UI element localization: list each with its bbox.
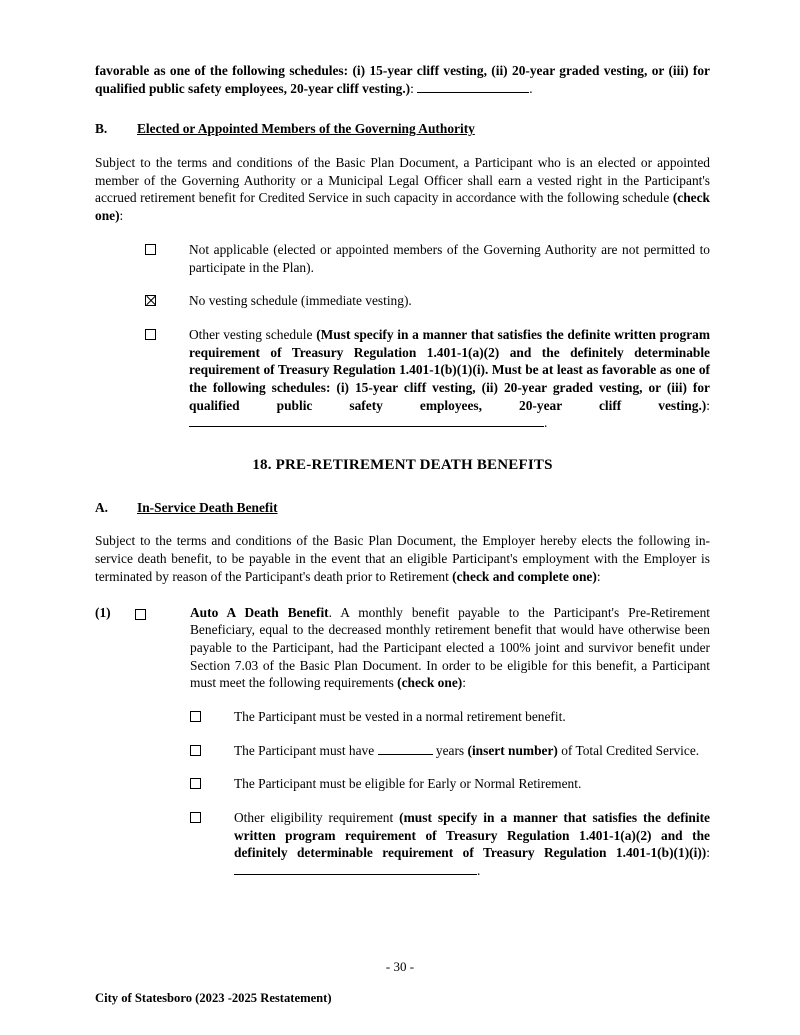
sub-text-after: of Total Credited Service. <box>557 742 700 758</box>
sub-option-text <box>234 809 710 880</box>
section-a-intro-paragraph <box>95 532 710 585</box>
option-other-vesting-schedule <box>145 326 710 432</box>
period-text: . <box>544 415 548 431</box>
item-text: . A monthly benefit payable to the Participant's Pre-Retirement Beneficiary, equal to the decreased monthly retirement benefit that would have otherwise been payable to the Participant, had the Participant elected a 100% joint and survivor benefit under Section 7.03 of the Basic Plan Document. In order to be eligible for this benefit, a Participant must meet the following requirements <box>190 604 710 691</box>
section-a-label: A. <box>95 499 109 515</box>
sub-option-vested-normal-retirement <box>190 708 710 726</box>
section-b-heading <box>95 120 710 138</box>
continuation-paragraph <box>95 62 710 97</box>
sub-option-early-or-normal-retirement <box>190 775 710 793</box>
fill-in-blank[interactable] <box>378 743 433 755</box>
section-b-intro-paragraph <box>95 154 710 225</box>
section-18-heading: 18. PRE-RETIREMENT DEATH BENEFITS <box>252 457 553 473</box>
check-one-label: (check one) <box>397 675 463 691</box>
check-one-label: (check one) <box>95 190 710 224</box>
separator-text: : <box>706 397 710 413</box>
item-end: : <box>462 675 466 691</box>
sub-text-before: Other eligibility requirement <box>234 810 400 826</box>
option-bold-text: (Must specify in a manner that satisfies the definite written program requirement of Treasury Regulation 1.401-1(a)(2) and the definitely determinable requirement of Treasury Regulation 1.401-1(b)(1)(i). Must be at least as favorable as one of the following schedules: (i) 15-year cliff vesting, (ii) 20-year graded vesting, or (iii) for qualified public safety employees, 20-year cliff vesting.) <box>189 326 710 413</box>
sub-text-before: The Participant must have <box>234 742 378 758</box>
page-number: - 30 - <box>385 958 415 974</box>
sub-text-mid: years <box>432 742 468 758</box>
item-checkbox-cell <box>135 604 190 880</box>
fill-in-blank[interactable] <box>417 81 529 93</box>
checkbox-unchecked-icon[interactable] <box>135 609 146 620</box>
sub-option-text <box>234 742 710 760</box>
section-a-heading <box>95 499 710 517</box>
option-text: No vesting schedule (immediate vesting). <box>189 293 412 309</box>
item-1-auto-a-death-benefit <box>95 604 710 880</box>
option-not-applicable <box>145 241 710 276</box>
section-a-title: In-Service Death Benefit <box>137 499 278 515</box>
checkbox-unchecked-icon[interactable] <box>145 329 156 340</box>
sub-option-other-eligibility <box>190 809 710 880</box>
checkbox-unchecked-icon[interactable] <box>145 244 156 255</box>
check-and-complete-label: (check and complete one) <box>452 568 597 584</box>
sub-option-text: The Participant must be eligible for Early or Normal Retirement. <box>234 776 582 792</box>
section-b-title: Elected or Appointed Members of the Governing Authority <box>137 121 475 137</box>
fill-in-blank[interactable] <box>234 863 477 875</box>
section-b-label: B. <box>95 121 108 137</box>
option-text <box>189 326 710 432</box>
option-text: Not applicable (elected or appointed members of the Governing Authority are not permitted to participate in the Plan). <box>189 241 710 275</box>
period-text: . <box>529 80 533 96</box>
checkbox-unchecked-icon[interactable] <box>190 711 201 722</box>
separator-text: : <box>706 845 710 861</box>
fill-in-blank[interactable] <box>189 415 544 427</box>
separator-text: : <box>410 80 418 96</box>
option-text-lead: Other vesting schedule <box>189 326 317 342</box>
insert-number-label: (insert number) <box>467 742 558 758</box>
checkbox-unchecked-icon[interactable] <box>190 778 201 789</box>
checkbox-unchecked-icon[interactable] <box>190 812 201 823</box>
item-bold-lead: Auto A Death Benefit <box>190 604 329 620</box>
sub-option-text: The Participant must be vested in a normal retirement benefit. <box>234 708 566 724</box>
option-no-vesting-schedule <box>145 292 710 310</box>
checkbox-unchecked-icon[interactable] <box>190 745 201 756</box>
period-text: . <box>477 863 481 879</box>
sub-option-years-of-service <box>190 742 710 760</box>
document-footer: City of Statesboro (2023 -2025 Restatement) <box>95 991 332 1006</box>
intro-text: Subject to the terms and conditions of the Basic Plan Document, the Employer hereby elects the following in-service death benefit, to be payable in the event that an eligible Participant's employment with the Employer is terminated by reason of the Participant's death prior to Retirement <box>95 533 710 584</box>
checkbox-checked-icon[interactable] <box>145 295 156 306</box>
intro-end: : <box>596 568 601 584</box>
item-number: (1) <box>95 604 111 620</box>
continuation-bold-text: favorable as one of the following schedules: (i) 15-year cliff vesting, (ii) 20-year graded vesting, or (iii) for qualified public safety employees, 20-year cliff vesting.) <box>95 63 710 96</box>
sub-option-bold-text: (must specify in a manner that satisfies the definite written program requirement of Treasury Regulation 1.401-1(a)(2) and the definitely determinable requirement of Treasury Regulation 1.401-1(b)(1)(i)) <box>234 810 711 861</box>
item-1-paragraph <box>190 604 710 692</box>
item-body <box>190 604 710 880</box>
intro-end: : <box>119 208 124 224</box>
intro-text: Subject to the terms and conditions of the Basic Plan Document, a Participant who is an elected or appointed member of the Governing Authority or a Municipal Legal Officer shall earn a vested right in the Participant's accrued retirement benefit for Credited Service in such capacity in accordance with the following schedule <box>95 155 710 206</box>
